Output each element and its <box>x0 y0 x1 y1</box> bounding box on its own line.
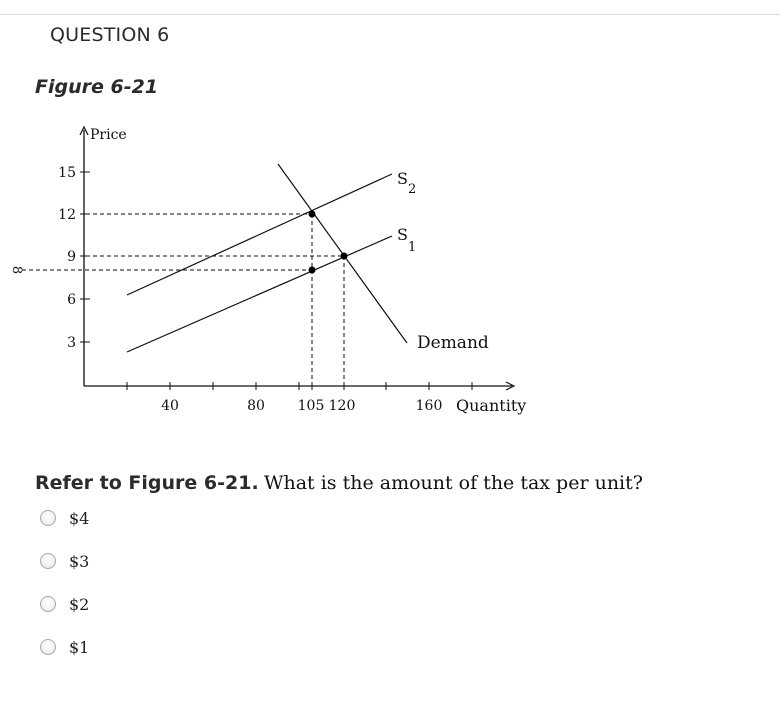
answer-option-3[interactable] <box>40 550 89 572</box>
y-tick-label-9: 9 <box>67 249 76 265</box>
radio-button-icon[interactable] <box>40 553 56 569</box>
answer-option-label: $1 <box>69 637 90 657</box>
equilibrium-point-with-tax <box>309 211 316 218</box>
x-tick-label-105: 105 <box>297 398 325 414</box>
question-prompt <box>35 472 643 495</box>
top-divider <box>0 14 780 15</box>
y-axis-title: Price <box>90 127 127 143</box>
radio-button-icon[interactable] <box>40 639 56 655</box>
s2-label-sub: 2 <box>408 182 417 197</box>
question-figure-reference: Refer to Figure 6-21. <box>35 472 259 494</box>
question-text: What is the amount of the tax per unit? <box>263 472 643 494</box>
answer-option-1[interactable] <box>40 636 89 658</box>
s2-label: S <box>397 169 408 188</box>
x-axis-title: Quantity <box>456 396 527 415</box>
x-tick-label-80: 80 <box>247 398 265 414</box>
supply-curve-s2 <box>127 174 392 295</box>
x-tick-label-120: 120 <box>328 398 356 414</box>
answer-option-2[interactable] <box>40 593 89 615</box>
y-tick-label-3: 3 <box>67 335 76 351</box>
radio-button-icon[interactable] <box>40 596 56 612</box>
y-extra-label-8: 8 <box>9 265 24 275</box>
question-number: QUESTION 6 <box>50 24 170 46</box>
y-tick-label-6: 6 <box>67 292 76 308</box>
s1-label: S <box>397 225 408 244</box>
figure-title: Figure 6-21 <box>35 76 159 98</box>
answer-option-label: $2 <box>69 594 90 614</box>
equilibrium-point-no-tax <box>341 253 348 260</box>
answer-option-label: $3 <box>69 551 90 571</box>
seller-price-point <box>309 267 316 274</box>
answer-option-label: $4 <box>69 508 90 528</box>
y-tick-label-12: 12 <box>58 207 76 223</box>
supply-demand-graph <box>0 110 540 430</box>
answer-option-4[interactable] <box>40 507 89 529</box>
x-tick-label-40: 40 <box>161 398 179 414</box>
y-tick-label-15: 15 <box>58 165 76 181</box>
demand-label: Demand <box>417 333 489 353</box>
supply-curve-s1 <box>127 236 392 352</box>
x-tick-label-160: 160 <box>415 398 443 414</box>
radio-button-icon[interactable] <box>40 510 56 526</box>
s1-label-sub: 1 <box>408 240 417 255</box>
